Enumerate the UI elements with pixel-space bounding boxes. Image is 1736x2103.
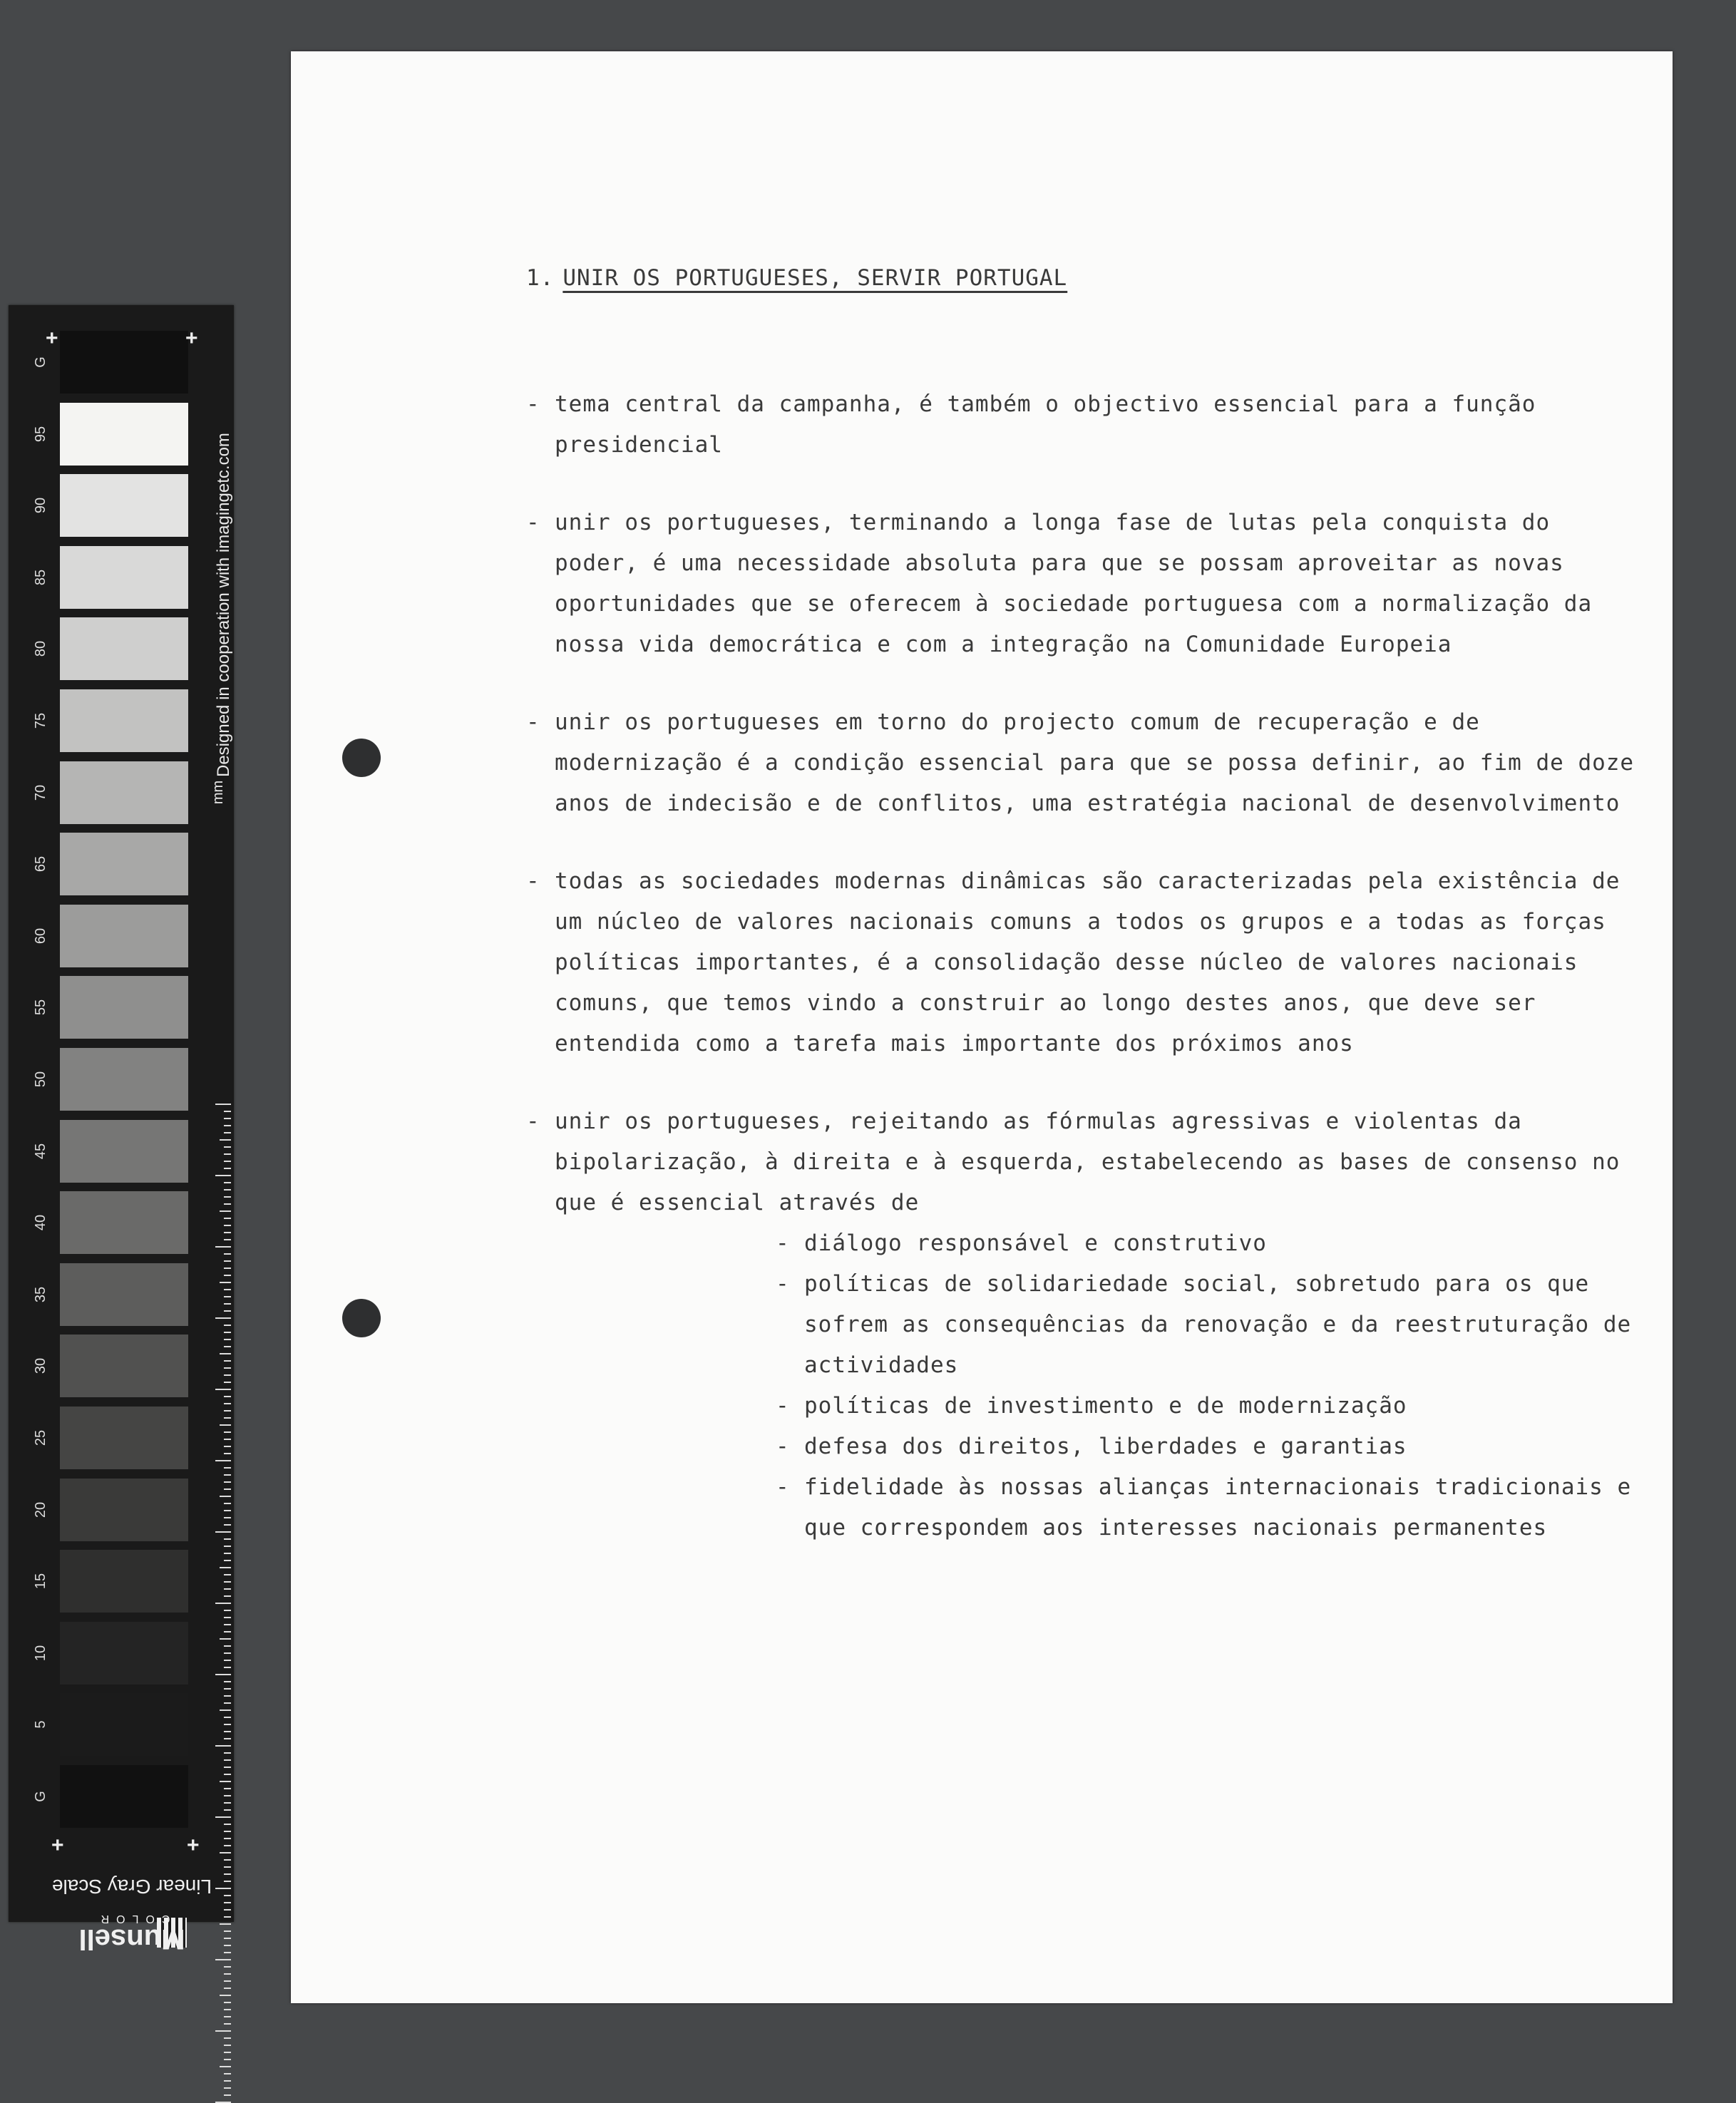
- sub-item-text: políticas de solidariedade social, sobretudo para os que sofrem as consequências da renovação e da reestruturação de actividades: [804, 1271, 1632, 1378]
- ruler-tick: [224, 1624, 231, 1625]
- ruler-tick: [215, 1888, 231, 1889]
- gray-patch-label: 85: [33, 569, 48, 585]
- ruler-tick: [215, 1246, 231, 1248]
- ruler-tick: [224, 1189, 231, 1191]
- ruler-tick: [224, 1966, 231, 1968]
- ruler-tick: [224, 1645, 231, 1647]
- ruler-tick: [224, 1930, 231, 1932]
- sub-item: [776, 1264, 1638, 1386]
- bullet-dash: -: [776, 1434, 790, 1459]
- paragraph-text: tema central da campanha, é também o objectivo essencial para a função presidencial: [555, 391, 1536, 458]
- bullet-dash: -: [776, 1393, 790, 1419]
- gray-patch-label: G: [33, 356, 48, 368]
- ruler-tick: [224, 1303, 231, 1305]
- ruler-tick: [224, 1702, 231, 1704]
- gray-patch-label: 30: [33, 1358, 48, 1374]
- ruler-tick: [224, 2023, 231, 2025]
- ruler-tick: [215, 2030, 231, 2032]
- ruler-tick: [224, 1988, 231, 1989]
- gray-patch-label: 35: [33, 1286, 48, 1302]
- ruler-tick: [224, 1332, 231, 1333]
- gray-patch-label: 10: [33, 1645, 48, 1661]
- ruler-tick: [224, 1268, 231, 1269]
- sub-item: [776, 1426, 1638, 1467]
- bullet-dash: -: [526, 391, 540, 417]
- brand: [50, 1911, 214, 1953]
- ruler-tick: [224, 1218, 231, 1219]
- bullet-dash: -: [776, 1474, 790, 1500]
- gray-patch: [60, 1407, 188, 1469]
- ruler-tick: [224, 1196, 231, 1198]
- ruler-tick: [224, 1560, 231, 1561]
- ruler-tick: [220, 1210, 231, 1212]
- ruler-tick: [224, 1731, 231, 1732]
- sub-list: [526, 1223, 1638, 1548]
- ruler-tick: [224, 1631, 231, 1632]
- ruler-tick: [224, 1225, 231, 1226]
- ruler-tick: [224, 1553, 231, 1554]
- ruler-tick: [224, 2045, 231, 2046]
- document-body: [526, 258, 1638, 1548]
- ruler-tick: [224, 1153, 231, 1155]
- ruler-tick: [224, 1446, 231, 1447]
- ruler-tick: [224, 1275, 231, 1276]
- gray-patch-label: G: [33, 1791, 48, 1802]
- ruler-tick: [220, 1852, 231, 1853]
- registration-mark: +: [187, 1834, 200, 1857]
- ruler-unit: mm: [210, 780, 227, 805]
- ruler-tick: [224, 1374, 231, 1376]
- ruler-tick: [224, 1439, 231, 1440]
- paragraph-text: todas as sociedades modernas dinâmicas são caracterizadas pela existência de um núcleo de valores nacionais comuns a todos os grupos e a todas as forças políticas importantes, é a consolidação desse núcleo de valores nacionais comuns, que temos vindo a construir ao longo destes anos, que deve ser entendida como a tarefa mais importante dos próximos anos: [555, 868, 1621, 1056]
- ruler-tick: [224, 1510, 231, 1511]
- scale-name: Linear Gray Scale: [51, 1876, 212, 1898]
- ruler-tick: [224, 1574, 231, 1575]
- ruler-tick: [224, 1474, 231, 1476]
- ruler-tick: [224, 1795, 231, 1796]
- ruler-tick: [220, 1496, 231, 1497]
- ruler-tick: [224, 1695, 231, 1697]
- gray-patch: [60, 1263, 188, 1326]
- ruler-tick: [224, 1724, 231, 1725]
- ruler-tick: [224, 1289, 231, 1290]
- paragraph-text: unir os portugueses, rejeitando as fórmulas agressivas e violentas da bipolarização, à direita e à esquerda, estabelecendo as bases de consenso no que é essencial através de: [555, 1109, 1621, 1215]
- gray-patch: [60, 761, 188, 824]
- ruler-tick: [220, 1567, 231, 1568]
- ruler-tick: [215, 1745, 231, 1747]
- paragraph: [526, 1101, 1638, 1223]
- ruler-tick: [224, 1125, 231, 1126]
- gray-patch-label: 95: [33, 426, 48, 442]
- ruler-tick: [215, 1816, 231, 1818]
- ruler-tick: [224, 1232, 231, 1233]
- gray-scale-card: [9, 305, 234, 1922]
- ruler-tick: [224, 1973, 231, 1975]
- ruler-tick: [224, 1296, 231, 1297]
- section-heading: UNIR OS PORTUGUESES, SERVIR PORTUGAL: [563, 265, 1068, 291]
- ruler-tick: [224, 1382, 231, 1383]
- gray-patch-label: 65: [33, 856, 48, 873]
- ruler-tick: [220, 1139, 231, 1141]
- gray-patch-label: 50: [33, 1071, 48, 1088]
- registration-mark: +: [185, 326, 198, 350]
- gray-patch: [60, 905, 188, 967]
- ruler-tick: [224, 2080, 231, 2082]
- gray-patch: [60, 833, 188, 895]
- ruler-tick: [224, 1253, 231, 1255]
- gray-patch: [60, 1693, 188, 1756]
- ruler-tick: [224, 1980, 231, 1982]
- paragraph: [526, 702, 1638, 824]
- ruler-tick: [215, 1959, 231, 1960]
- bullet-dash: -: [776, 1271, 790, 1297]
- ruler-tick: [224, 1517, 231, 1518]
- document-page: [291, 51, 1673, 2003]
- ruler-tick: [224, 1938, 231, 1939]
- ruler-tick: [215, 1603, 231, 1604]
- gray-patch: [60, 976, 188, 1039]
- ruler-tick: [224, 1688, 231, 1690]
- gray-patch: [60, 1191, 188, 1254]
- ruler-tick: [224, 1346, 231, 1347]
- sub-item: [776, 1467, 1638, 1548]
- ruler-tick: [224, 1168, 231, 1169]
- ruler-tick: [224, 1118, 231, 1119]
- ruler-tick: [224, 1467, 231, 1469]
- ruler-tick: [224, 1916, 231, 1918]
- paragraph: [526, 503, 1638, 665]
- ruler-tick: [224, 1453, 231, 1454]
- sub-item-text: diálogo responsável e construtivo: [804, 1230, 1267, 1256]
- ruler-tick: [224, 1617, 231, 1618]
- sub-item-text: fidelidade às nossas alianças internacionais tradicionais e que correspondem aos interesses nacionais permanentes: [804, 1474, 1632, 1541]
- sub-item-text: políticas de investimento e de modernização: [804, 1393, 1407, 1419]
- ruler-tick: [220, 1424, 231, 1426]
- paragraph-text: unir os portugueses em torno do projecto comum de recuperação e de modernização é a condição essencial para que se possa definir, ao fim de doze anos de indecisão e de conflitos, uma estratégia nacional de desenvolvimento: [555, 709, 1635, 816]
- gray-patch: [60, 546, 188, 609]
- gray-patch: [60, 474, 188, 537]
- ruler-tick: [224, 1866, 231, 1868]
- gray-patch-label: 45: [33, 1143, 48, 1159]
- ruler-tick: [224, 1538, 231, 1540]
- ruler-tick: [224, 1339, 231, 1340]
- ruler-tick: [224, 2002, 231, 2003]
- ruler-tick: [224, 1132, 231, 1133]
- ruler-tick: [224, 1738, 231, 1739]
- ruler-tick: [224, 1767, 231, 1768]
- paragraph: [526, 384, 1638, 466]
- bullet-dash: -: [526, 868, 540, 894]
- ruler-tick: [224, 2087, 231, 2089]
- ruler-tick: [215, 1531, 231, 1533]
- ruler-tick: [215, 1175, 231, 1176]
- sub-item-text: defesa dos direitos, liberdades e garantias: [804, 1434, 1407, 1459]
- ruler-tick: [224, 1417, 231, 1419]
- bullet-dash: -: [776, 1230, 790, 1256]
- sub-item: [776, 1223, 1638, 1264]
- ruler-tick: [224, 1809, 231, 1811]
- registration-mark: +: [51, 1834, 64, 1857]
- ruler-tick: [224, 1952, 231, 1953]
- ruler-tick: [224, 2009, 231, 2010]
- sub-item: [776, 1386, 1638, 1426]
- ruler-tick: [224, 1759, 231, 1761]
- ruler-tick: [224, 1431, 231, 1433]
- ruler-tick: [215, 1389, 231, 1390]
- ruler-tick: [224, 1902, 231, 1903]
- ruler-tick: [224, 1838, 231, 1839]
- ruler-tick: [220, 1353, 231, 1354]
- ruler-tick: [215, 1674, 231, 1675]
- ruler-tick: [215, 1317, 231, 1319]
- ruler-tick: [224, 1802, 231, 1804]
- gray-patch: [60, 689, 188, 752]
- brand-sub: COLOR: [93, 1913, 170, 1925]
- ruler-tick: [224, 1161, 231, 1162]
- gray-patch-label: 15: [33, 1573, 48, 1590]
- ruler-tick: [224, 1774, 231, 1775]
- gray-patch: [60, 617, 188, 680]
- ruler-tick: [224, 1788, 231, 1789]
- gray-patch-label: 80: [33, 641, 48, 657]
- scale-credit: Designed in cooperation with imagingetc.com: [214, 433, 233, 777]
- gray-patch-label: 20: [33, 1501, 48, 1518]
- ruler-tick: [220, 1781, 231, 1782]
- ruler-tick: [224, 2052, 231, 2053]
- ruler-tick: [224, 1859, 231, 1861]
- ruler-tick: [224, 1203, 231, 1205]
- ruler-tick: [224, 1717, 231, 1718]
- gray-patch-label: 75: [33, 712, 48, 729]
- ruler-tick: [224, 2059, 231, 2060]
- ruler-tick: [224, 1595, 231, 1597]
- gray-patch: [60, 1335, 188, 1397]
- ruler-tick: [224, 1239, 231, 1240]
- section-number: 1.: [526, 265, 555, 291]
- ruler-tick: [224, 1481, 231, 1483]
- ruler-tick: [224, 1610, 231, 1611]
- ruler-tick: [215, 1104, 231, 1105]
- ruler-tick: [224, 1881, 231, 1882]
- gray-patch-label: 25: [33, 1429, 48, 1446]
- ruler-tick: [224, 1652, 231, 1654]
- ruler-tick: [224, 1845, 231, 1846]
- ruler-tick: [224, 1546, 231, 1547]
- ruler-tick: [224, 1681, 231, 1682]
- gray-patch: [60, 1479, 188, 1541]
- gray-patch: [60, 1550, 188, 1613]
- gray-patch: [60, 331, 188, 394]
- ruler-tick: [220, 1282, 231, 1283]
- bullet-dash: -: [526, 1109, 540, 1134]
- punch-hole: [342, 739, 381, 777]
- ruler-tick: [224, 1182, 231, 1183]
- bullet-dash: -: [526, 510, 540, 535]
- ruler-tick: [224, 1873, 231, 1875]
- gray-patch: [60, 1765, 188, 1828]
- gray-patch-label: 90: [33, 498, 48, 514]
- ruler-tick: [224, 1260, 231, 1262]
- ruler-tick: [224, 1660, 231, 1661]
- ruler-tick: [224, 1588, 231, 1590]
- ruler-tick: [224, 1360, 231, 1362]
- ruler-tick: [224, 2016, 231, 2017]
- gray-patch-label: 60: [33, 927, 48, 944]
- ruler-tick: [224, 1146, 231, 1148]
- gray-patch: [60, 1120, 188, 1183]
- punch-hole: [342, 1299, 381, 1337]
- ruler-tick: [220, 1923, 231, 1925]
- gray-patch: [60, 1622, 188, 1685]
- ruler-tick: [224, 1831, 231, 1832]
- ruler-tick: [224, 1581, 231, 1583]
- section-title: [526, 258, 1638, 299]
- gray-patch: [60, 403, 188, 466]
- ruler-tick: [220, 1995, 231, 1996]
- ruler-tick: [224, 2094, 231, 2096]
- ruler-tick: [224, 1488, 231, 1490]
- brand-name: Munsell: [78, 1923, 185, 1955]
- ruler-tick: [220, 1638, 231, 1640]
- ruler-tick: [224, 1111, 231, 1112]
- paragraph-text: unir os portugueses, terminando a longa fase de lutas pela conquista do poder, é uma necessidade absoluta para que se possam aproveitar as novas oportunidades que se oferecem à sociedade portuguesa com a normalização da nossa vida democrática e com a integração na Comunidade Europeia: [555, 510, 1593, 657]
- ruler-tick: [220, 1709, 231, 1711]
- ruler-tick: [224, 1909, 231, 1911]
- ruler-tick: [224, 2073, 231, 2074]
- ruler-tick: [224, 1367, 231, 1369]
- paragraph: [526, 861, 1638, 1064]
- ruler-tick: [224, 1403, 231, 1404]
- ruler-tick: [224, 1503, 231, 1504]
- ruler-tick: [220, 2066, 231, 2067]
- gray-patch: [60, 1048, 188, 1111]
- registration-mark: +: [46, 326, 58, 350]
- ruler-tick: [224, 1410, 231, 1412]
- ruler-tick: [224, 2037, 231, 2039]
- bullet-dash: -: [526, 709, 540, 735]
- ruler-tick: [224, 1824, 231, 1825]
- ruler-tick: [224, 1325, 231, 1326]
- mm-ruler: [214, 1104, 235, 2102]
- gray-patch-label: 40: [33, 1215, 48, 1231]
- ruler-tick: [224, 1396, 231, 1397]
- ruler-tick: [224, 1667, 231, 1668]
- ruler-tick: [224, 1895, 231, 1896]
- ruler-tick: [215, 1460, 231, 1461]
- ruler-tick: [224, 1310, 231, 1312]
- gray-patch-label: 70: [33, 784, 48, 801]
- ruler-tick: [224, 1524, 231, 1526]
- ruler-tick: [224, 1945, 231, 1946]
- gray-patch-label: 5: [33, 1720, 48, 1729]
- ruler-tick: [224, 1752, 231, 1754]
- gray-patch-label: 55: [33, 999, 48, 1016]
